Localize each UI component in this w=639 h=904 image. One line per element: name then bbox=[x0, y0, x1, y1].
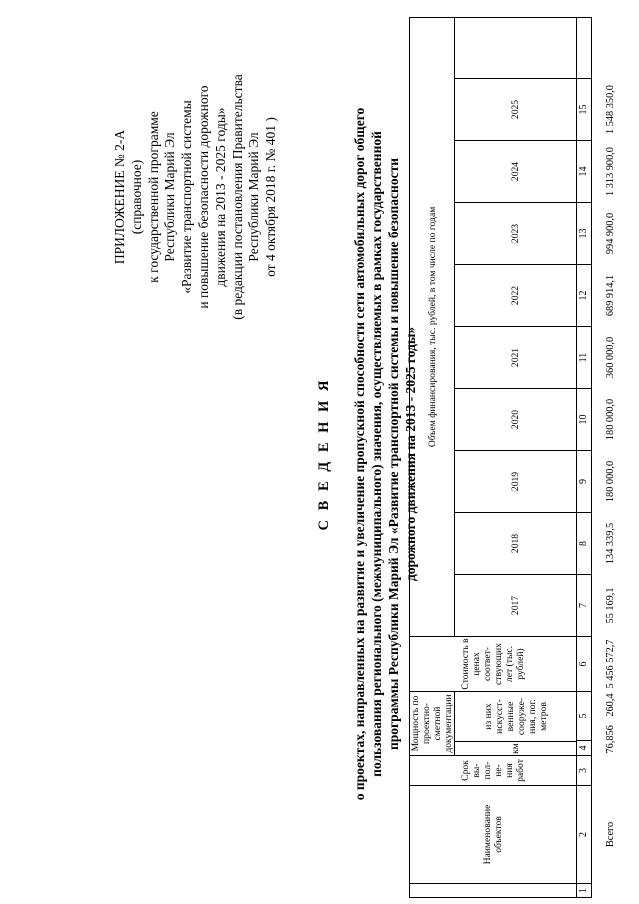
total-year-value: 55 169,1 bbox=[604, 587, 616, 624]
total-km: 76,856 bbox=[604, 725, 616, 754]
total-label: Всего bbox=[604, 821, 616, 848]
header-year: 2023 bbox=[455, 203, 577, 265]
title-line: пользования регионального (межмуниципального) значения, осуществляемых в рамках государственной bbox=[369, 131, 384, 777]
total-cost: 5 456 572,7 bbox=[604, 639, 616, 689]
title-line: дорожного движения на 2013 - 2025 годы» bbox=[403, 326, 418, 582]
total-year-value: 134 339,5 bbox=[604, 522, 616, 565]
appendix-line: от 4 октября 2018 г. № 401 ) bbox=[263, 117, 279, 277]
column-number: 15 bbox=[577, 79, 592, 141]
column-number: 11 bbox=[577, 327, 592, 389]
column-number: 1 bbox=[577, 884, 592, 898]
header-year: 2019 bbox=[455, 451, 577, 513]
total-year-value: 689 914,1 bbox=[604, 274, 616, 317]
header-km: км bbox=[455, 742, 577, 756]
total-year-value: 994 900,0 bbox=[604, 212, 616, 255]
header-cost: Стоимость в ценах соответ-ствующих лет (тыс. рублей) bbox=[410, 637, 577, 692]
header-year: 2021 bbox=[455, 327, 577, 389]
title-line: о проектах, направленных на развитие и увеличение пропускной способности сети автомобильных дорог общего bbox=[352, 107, 367, 801]
header-name: Наименование объектов bbox=[410, 786, 577, 884]
appendix-stamp bbox=[112, 72, 280, 322]
appendix-line: (справочное) bbox=[128, 159, 144, 235]
total-year-value: 1 313 900,0 bbox=[604, 147, 616, 196]
appendix-line: Республики Марий Эл bbox=[162, 132, 178, 262]
total-year-value: 180 000,0 bbox=[604, 460, 616, 503]
column-number: 9 bbox=[577, 451, 592, 513]
title-heading: С В Е Д Е Н И Я bbox=[316, 377, 332, 531]
column-number: 4 bbox=[577, 740, 591, 755]
header-blank bbox=[410, 884, 577, 898]
column-number: 2 bbox=[577, 786, 592, 884]
appendix-line: к государственной программе bbox=[145, 111, 161, 283]
table-row bbox=[592, 17, 629, 897]
header-year: 2018 bbox=[455, 513, 577, 575]
header-year: 2017 bbox=[455, 575, 577, 637]
appendix-line: и повышение безопасности дорожного bbox=[195, 85, 211, 309]
header-funding: Объем финансирования, тыс. рублей, в том числе по годам bbox=[410, 17, 455, 636]
projects-table bbox=[409, 17, 628, 898]
column-number: 13 bbox=[577, 203, 592, 265]
total-year-value: 180 000,0 bbox=[604, 398, 616, 441]
title-line: программы Республики Марий Эл «Развитие транспортной системы и повышение безопасности bbox=[386, 158, 401, 750]
header-year: 2024 bbox=[455, 141, 577, 203]
column-number: 8 bbox=[577, 513, 592, 575]
total-year-value: 360 000,0 bbox=[604, 336, 616, 379]
document-title bbox=[316, 94, 419, 814]
appendix-line: (в редакции постановления Правительства bbox=[229, 74, 245, 320]
column-number: 7 bbox=[577, 575, 592, 637]
column-number: 12 bbox=[577, 265, 592, 327]
header-year: 2020 bbox=[455, 389, 577, 451]
total-structures: 260,4 bbox=[604, 693, 616, 717]
appendix-line: Республики Марий Эл bbox=[246, 132, 262, 262]
appendix-line: ПРИЛОЖЕНИЕ № 2-А bbox=[112, 129, 127, 265]
column-number: 10 bbox=[577, 389, 592, 451]
header-year-empty bbox=[455, 17, 577, 78]
appendix-line: «Развитие транспортной системы bbox=[179, 100, 195, 294]
appendix-line: движения на 2013 - 2025 годы» bbox=[212, 107, 228, 287]
header-capacity: Мощность по проектно-сметной документации bbox=[410, 692, 455, 756]
header-term: Срок вы-пол-не-ния работ bbox=[410, 756, 577, 786]
column-number: 14 bbox=[577, 141, 592, 203]
total-year-value: 1 548 350,0 bbox=[604, 85, 616, 134]
header-structures: из них искусст-венные сооруже-ния, пог. метров bbox=[455, 692, 577, 742]
header-year: 2025 bbox=[455, 79, 577, 141]
header-year: 2022 bbox=[455, 265, 577, 327]
column-number: 6 bbox=[577, 637, 592, 692]
column-number: 5 bbox=[578, 713, 589, 719]
column-number: 3 bbox=[577, 756, 592, 786]
column-number-empty bbox=[577, 17, 592, 78]
